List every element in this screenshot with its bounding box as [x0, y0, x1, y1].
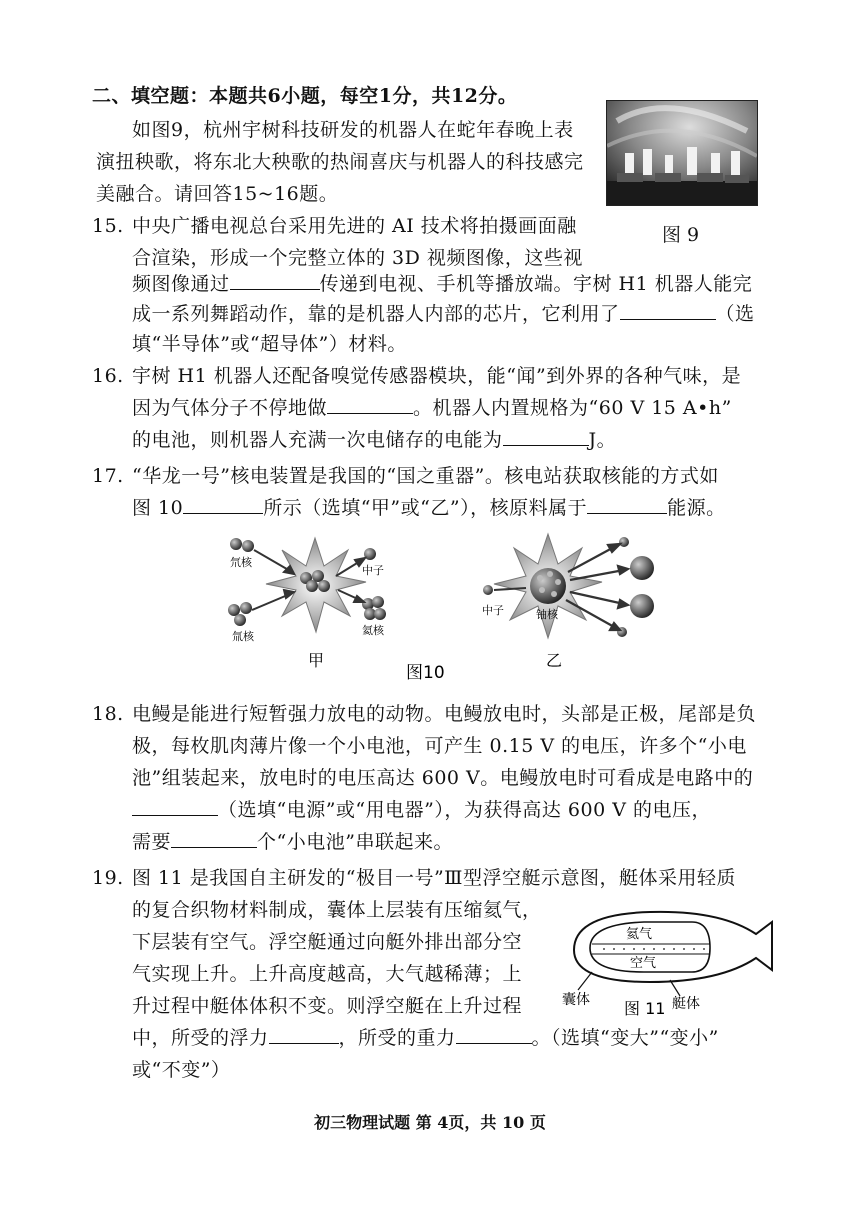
fig9-caption: 图 9: [662, 224, 700, 246]
yi-label: 乙: [546, 651, 563, 670]
q16-text-3b: J。: [588, 429, 617, 451]
intro-line-3: 美融合。请回答15~16题。: [96, 183, 339, 205]
deuterium-label: 氘核: [230, 556, 252, 569]
q16-text-3a: 的电池，则机器人充满一次电储存的电能为: [132, 429, 503, 451]
q16-text-1: 宇树 H1 机器人还配备嗅觉传感器模块，能“闻”到外界的各种气味，是: [132, 365, 742, 387]
bladder-label: 囊体: [562, 992, 590, 1008]
q15-text-3b: 传递到电视、手机等播放端。宇树 H1 机器人能完: [319, 273, 753, 295]
q18-text-4b: （选填“电源”或“用电器”），为获得高达 600 V 的电压，: [218, 799, 711, 821]
q15-number: 15.: [92, 215, 124, 237]
q18-blank-1[interactable]: [132, 797, 218, 816]
q19-text-6a: 中，所受的浮力: [132, 1027, 269, 1049]
q19-blank-1[interactable]: [269, 1025, 339, 1044]
q16-number: 16.: [92, 365, 124, 387]
q15-line-3: [132, 270, 752, 298]
q18-text-1: 电鳗是能进行短暂强力放电的动物。电鳗放电时，头部是正极，尾部是负: [132, 703, 757, 725]
intro-line-1: 如图9，杭州宇树科技研发的机器人在蛇年春晚上表: [132, 119, 574, 141]
q16-blank-1[interactable]: [327, 395, 413, 414]
fig11-caption: 图 11: [624, 999, 666, 1018]
q17-line-2: [132, 494, 726, 522]
neutron-label-yi: 中子: [482, 604, 504, 617]
q17-text-2a: 图 10: [132, 497, 184, 519]
q19-text-1: 图 11 是我国自主研发的“极目一号”Ⅲ型浮空艇示意图，艇体采用轻质: [132, 867, 737, 889]
q18-number: 18.: [92, 703, 124, 725]
q19-line-7: 或“不变”）: [132, 1059, 231, 1081]
q19-text-6c: 。（选填“变大”“变小”: [531, 1027, 719, 1049]
q15-text-4b: （选: [715, 303, 755, 325]
q16-line-2: [132, 394, 732, 422]
fission-diagram: [482, 534, 654, 670]
hull-label: 艇体: [672, 996, 700, 1012]
intro-line-2: 演扭秧歌，将东北大秧歌的热闹喜庆与机器人的科技感完: [96, 151, 584, 173]
q18-line-1: [92, 700, 756, 728]
q19-line-3: 下层装有空气。浮空艇通过向艇外排出部分空: [132, 931, 523, 953]
q16-text-2b: 。机器人内置规格为“60 V 15 A•h”: [413, 397, 732, 419]
q18-line-4: [132, 796, 711, 824]
uranium-label: 铀核: [536, 608, 558, 621]
q17-line-1: [92, 462, 719, 490]
q15-line-1: [92, 212, 577, 240]
q15-line-5: 填“半导体”或“超导体”）材料。: [132, 333, 407, 355]
q19-line-1: [92, 864, 736, 892]
q18-line-5: [132, 828, 453, 856]
fusion-diagram: [228, 538, 386, 670]
q15-text-4a: 成一系列舞蹈动作，靠的是机器人内部的芯片，它利用了: [132, 303, 620, 325]
q15-line-4: [132, 300, 755, 328]
q18-line-3: 池”组装起来，放电时的电压高达 600 V。电鳗放电时可看成是电路中的: [132, 767, 754, 789]
jia-label: 甲: [308, 651, 325, 670]
q19-line-4: 气实现上升。上升高度越高，大气越稀薄；上: [132, 963, 523, 985]
q17-text-2b: 所示（选填“甲”或“乙”），核原料属于: [263, 497, 588, 519]
q15-blank-1[interactable]: [230, 271, 320, 290]
q16-text-2a: 因为气体分子不停地做: [132, 397, 328, 419]
q17-text-2c: 能源。: [667, 497, 726, 519]
neutron-label-jia: 中子: [362, 564, 384, 577]
q15-line-2: 合渲染，形成一个完整立体的 3D 视频图像，这些视: [132, 247, 583, 269]
tritium-label: 氚核: [232, 630, 254, 643]
q19-number: 19.: [92, 867, 124, 889]
q15-text-1: 中央广播电视总台采用先进的 AI 技术将拍摄画面融: [132, 215, 577, 237]
q19-line-2: 的复合织物材料制成，囊体上层装有压缩氦气，: [132, 899, 542, 921]
q16-blank-2[interactable]: [503, 427, 589, 446]
q18-line-2: 极，每枚肌肉薄片像一个小电池，可产生 0.15 V 的电压，许多个“小电: [132, 735, 747, 757]
air-label-fig11: 空气: [630, 956, 657, 971]
q18-text-5b: 个“小电池”串联起来。: [257, 831, 453, 853]
q18-text-5a: 需要: [132, 831, 172, 853]
q19-text-6b: ，所受的重力: [338, 1027, 456, 1049]
q19-line-5: 升过程中艇体体积不变。则浮空艇在上升过程: [132, 995, 523, 1017]
q18-blank-2[interactable]: [171, 829, 257, 848]
q17-number: 17.: [92, 465, 124, 487]
q15-text-3a: 频图像通过: [132, 273, 230, 295]
helium-label-fig11: 氦气: [626, 927, 653, 942]
q17-blank-1[interactable]: [183, 495, 263, 514]
fig10-caption: 图10: [406, 663, 445, 683]
q15-blank-2[interactable]: [620, 301, 716, 320]
q19-blank-2[interactable]: [456, 1025, 532, 1044]
fig9-photo: [606, 100, 758, 206]
q17-blank-2[interactable]: [587, 495, 667, 514]
section-heading: 二、填空题：本题共6小题，每空1分，共12分。: [92, 85, 518, 107]
fig11-airship: [560, 900, 776, 1020]
q16-line-1: [92, 362, 741, 390]
helium-label: 氦核: [362, 624, 384, 637]
fig10-diagram: [220, 528, 660, 688]
q19-line-6: [132, 1024, 719, 1052]
page-footer: 初三物理试题 第 4页，共 10 页: [314, 1113, 546, 1132]
q16-line-3: [132, 426, 616, 454]
q17-text-1: “华龙一号”核电装置是我国的“国之重器”。核电站获取核能的方式如: [132, 465, 719, 487]
